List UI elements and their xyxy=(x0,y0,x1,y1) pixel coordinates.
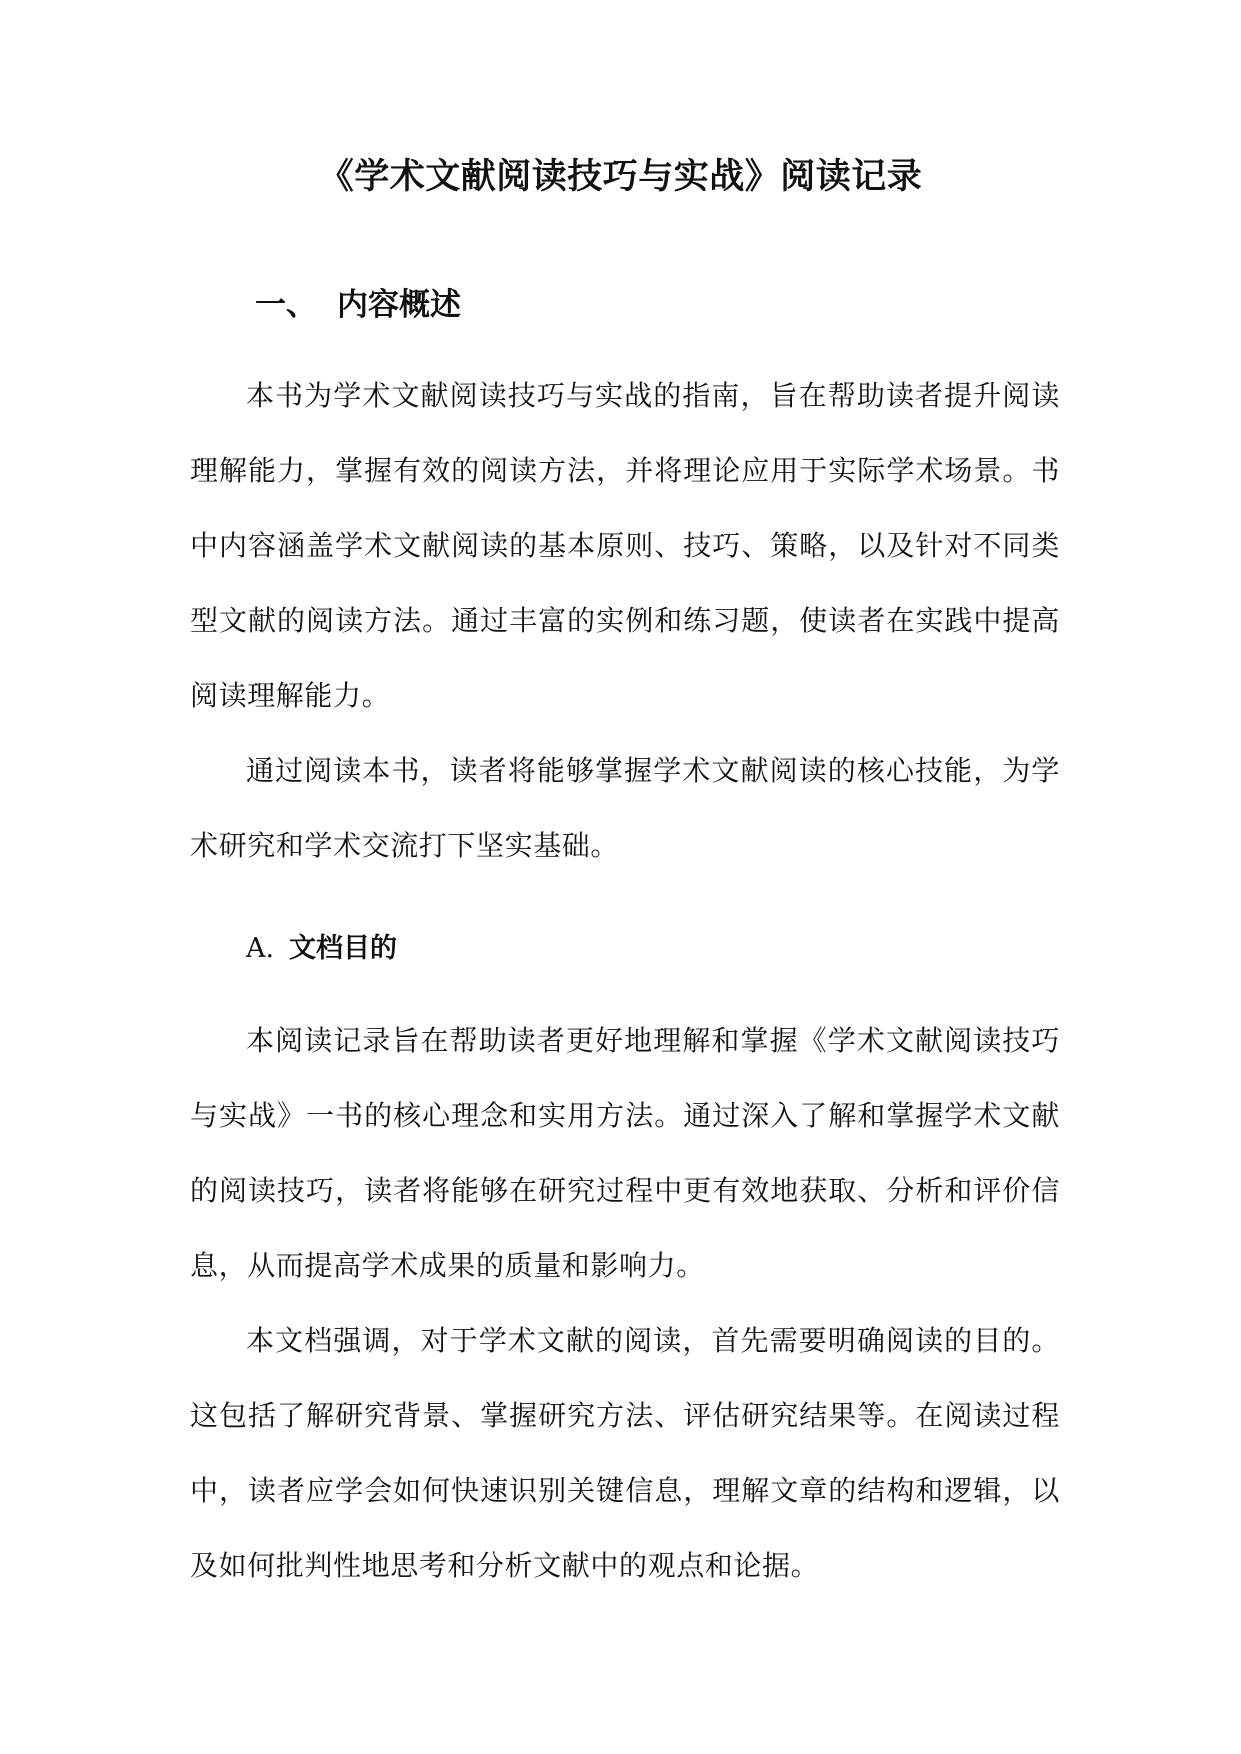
section-number: 一、 xyxy=(255,287,317,323)
subsection-heading-document-purpose xyxy=(246,929,397,969)
document-title: 《学术文献阅读技巧与实战》阅读记录 xyxy=(318,157,923,197)
section-heading-text: 内容概述 xyxy=(337,287,461,323)
subsection-heading-text: 文档目的 xyxy=(289,933,397,964)
paragraph-purpose-1: 本阅读记录旨在帮助读者更好地理解和掌握《学术文献阅读技巧与实战》一书的核心理念和实用方法。通过深入了解和掌握学术文献的阅读技巧，读者将能够在研究过程中更有效地获取、分析和评价信息，从而提高学术成果的质量和影响力。 xyxy=(190,1024,1060,1282)
paragraph-overview-1: 本书为学术文献阅读技巧与实战的指南，旨在帮助读者提升阅读理解能力，掌握有效的阅读方法，并将理论应用于实际学术场景。书中内容涵盖学术文献阅读的基本原则、技巧、策略，以及针对不同类型文献的阅读方法。通过丰富的实例和练习题，使读者在实践中提高阅读理解能力。 xyxy=(190,379,1060,712)
subsection-number: A. xyxy=(246,933,275,964)
paragraph-overview-2: 通过阅读本书，读者将能够掌握学术文献阅读的核心技能，为学术研究和学术交流打下坚实基础。 xyxy=(190,754,1060,862)
paragraph-purpose-2: 本文档强调，对于学术文献的阅读，首先需要明确阅读的目的。这包括了解研究背景、掌握研究方法、评估研究结果等。在阅读过程中，读者应学会如何快速识别关键信息，理解文章的结构和逻辑，以及如何批判性地思考和分析文献中的观点和论据。 xyxy=(190,1324,1060,1582)
section-heading-content-overview xyxy=(255,283,461,327)
